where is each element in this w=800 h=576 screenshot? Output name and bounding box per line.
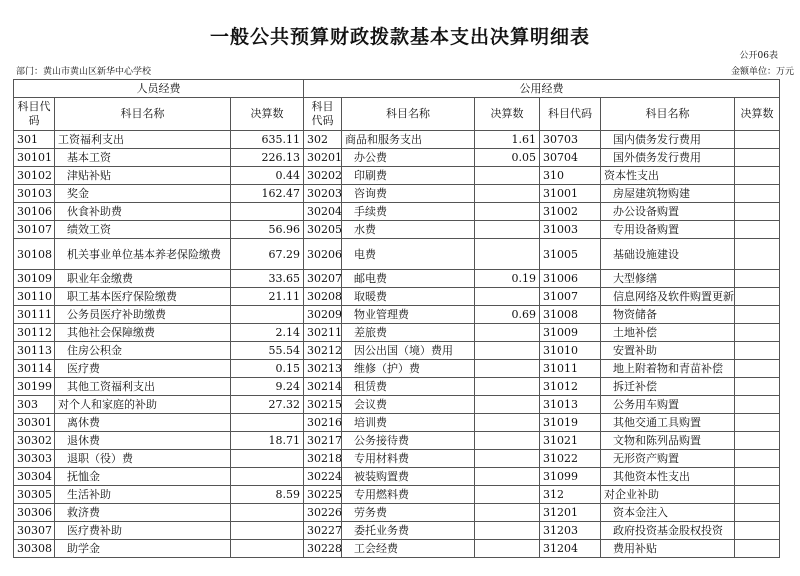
amount-cell: [231, 468, 304, 486]
amount-cell: 56.96: [231, 221, 304, 239]
code-cell: 31099: [540, 468, 601, 486]
name-cell: 政府投资基金股权投资: [601, 522, 735, 540]
amount-cell: 226.13: [231, 149, 304, 167]
name-cell: 资本金注入: [601, 504, 735, 522]
code-cell: 30208: [304, 288, 342, 306]
amount-cell: [475, 432, 540, 450]
amount-cell: [735, 288, 780, 306]
name-cell: 信息网络及软件购置更新: [601, 288, 735, 306]
code-cell: 30206: [304, 239, 342, 270]
code-cell: 30301: [14, 414, 55, 432]
table-row: [14, 504, 780, 522]
table-row: [14, 360, 780, 378]
col-header-code: 科目代码: [540, 98, 601, 131]
amount-cell: 0.15: [231, 360, 304, 378]
amount-cell: [475, 185, 540, 203]
amount-cell: [735, 131, 780, 149]
name-cell: 国外债务发行费用: [601, 149, 735, 167]
amount-cell: [475, 203, 540, 221]
amount-cell: [475, 239, 540, 270]
name-cell: 职业年金缴费: [55, 270, 231, 288]
name-cell: 取暖费: [342, 288, 475, 306]
name-cell: 国内债务发行费用: [601, 131, 735, 149]
code-cell: 30226: [304, 504, 342, 522]
table-row: [14, 324, 780, 342]
table-row: [14, 486, 780, 504]
name-cell: 因公出国（境）费用: [342, 342, 475, 360]
amount-cell: [475, 414, 540, 432]
amount-cell: 2.14: [231, 324, 304, 342]
unit-label: 金额单位：万元: [730, 67, 794, 77]
code-cell: 30112: [14, 324, 55, 342]
name-cell: 电费: [342, 239, 475, 270]
code-cell: 30102: [14, 167, 55, 185]
amount-cell: [735, 450, 780, 468]
code-cell: 31002: [540, 203, 601, 221]
amount-cell: [735, 239, 780, 270]
name-cell: 对个人和家庭的补助: [55, 396, 231, 414]
name-cell: 邮电费: [342, 270, 475, 288]
name-cell: 被装购置费: [342, 468, 475, 486]
amount-cell: 8.59: [231, 486, 304, 504]
name-cell: 工会经费: [342, 540, 475, 558]
name-cell: 劳务费: [342, 504, 475, 522]
amount-cell: [475, 396, 540, 414]
code-cell: 30227: [304, 522, 342, 540]
code-cell: 30207: [304, 270, 342, 288]
name-cell: 公务用车购置: [601, 396, 735, 414]
amount-cell: [475, 360, 540, 378]
name-cell: 商品和服务支出: [342, 131, 475, 149]
code-cell: 30203: [304, 185, 342, 203]
table-row: [14, 342, 780, 360]
amount-cell: [735, 540, 780, 558]
code-cell: 30209: [304, 306, 342, 324]
amount-cell: [475, 221, 540, 239]
code-cell: 30218: [304, 450, 342, 468]
amount-cell: [475, 468, 540, 486]
code-cell: 31011: [540, 360, 601, 378]
code-cell: 30101: [14, 149, 55, 167]
code-cell: 30103: [14, 185, 55, 203]
amount-cell: [735, 432, 780, 450]
name-cell: 基础设施建设: [601, 239, 735, 270]
code-cell: 30113: [14, 342, 55, 360]
name-cell: 公务接待费: [342, 432, 475, 450]
name-cell: 救济费: [55, 504, 231, 522]
name-cell: 住房公积金: [55, 342, 231, 360]
name-cell: 咨询费: [342, 185, 475, 203]
code-cell: 31001: [540, 185, 601, 203]
code-cell: 30109: [14, 270, 55, 288]
table-row: [14, 221, 780, 239]
form-code: 公开06表: [739, 51, 778, 61]
amount-cell: [735, 270, 780, 288]
name-cell: 水费: [342, 221, 475, 239]
name-cell: 退职（役）费: [55, 450, 231, 468]
table-row: [14, 239, 780, 270]
code-cell: 30704: [540, 149, 601, 167]
code-cell: 312: [540, 486, 601, 504]
amount-cell: [475, 540, 540, 558]
table-row: [14, 468, 780, 486]
col-header-name: 科目名称: [601, 98, 735, 131]
name-cell: 资本性支出: [601, 167, 735, 185]
amount-cell: 27.32: [231, 396, 304, 414]
page-title: 一般公共预算财政拨款基本支出决算明细表: [209, 26, 590, 48]
name-cell: 拆迁补偿: [601, 378, 735, 396]
amount-cell: [475, 378, 540, 396]
name-cell: 物业管理费: [342, 306, 475, 324]
col-header-name: 科目名称: [55, 98, 231, 131]
name-cell: 抚恤金: [55, 468, 231, 486]
amount-cell: [735, 324, 780, 342]
amount-cell: [475, 288, 540, 306]
code-cell: 30204: [304, 203, 342, 221]
amount-cell: [735, 306, 780, 324]
amount-cell: [735, 504, 780, 522]
col-header-name: 科目名称: [342, 98, 475, 131]
table-row: [14, 432, 780, 450]
code-cell: 31010: [540, 342, 601, 360]
col-header-code: 科目代码: [304, 98, 342, 131]
amount-cell: [475, 342, 540, 360]
code-cell: 301: [14, 131, 55, 149]
amount-cell: [231, 414, 304, 432]
amount-cell: [475, 522, 540, 540]
code-cell: 31003: [540, 221, 601, 239]
amount-cell: [735, 468, 780, 486]
table-row: [14, 522, 780, 540]
amount-cell: [231, 450, 304, 468]
amount-cell: [231, 203, 304, 221]
code-cell: 30199: [14, 378, 55, 396]
col-header-amount: 决算数: [475, 98, 540, 131]
amount-cell: [475, 167, 540, 185]
code-cell: 30202: [304, 167, 342, 185]
name-cell: 文物和陈列品购置: [601, 432, 735, 450]
code-cell: 30306: [14, 504, 55, 522]
table-row: [14, 288, 780, 306]
col-header-amount: 决算数: [735, 98, 780, 131]
name-cell: 费用补贴: [601, 540, 735, 558]
code-cell: 30212: [304, 342, 342, 360]
amount-cell: [735, 221, 780, 239]
amount-cell: [231, 306, 304, 324]
amount-cell: 18.71: [231, 432, 304, 450]
amount-cell: [735, 167, 780, 185]
code-cell: 30216: [304, 414, 342, 432]
name-cell: 职工基本医疗保险缴费: [55, 288, 231, 306]
code-cell: 31008: [540, 306, 601, 324]
code-cell: 30225: [304, 486, 342, 504]
code-cell: 30114: [14, 360, 55, 378]
code-cell: 30217: [304, 432, 342, 450]
code-cell: 31022: [540, 450, 601, 468]
amount-cell: 55.54: [231, 342, 304, 360]
code-cell: 302: [304, 131, 342, 149]
code-cell: 30110: [14, 288, 55, 306]
amount-cell: 635.11: [231, 131, 304, 149]
amount-cell: 21.11: [231, 288, 304, 306]
col-header-code: 科目代码: [14, 98, 55, 131]
name-cell: 专用设备购置: [601, 221, 735, 239]
amount-cell: [735, 522, 780, 540]
name-cell: 差旅费: [342, 324, 475, 342]
name-cell: 医疗费: [55, 360, 231, 378]
name-cell: 其他交通工具购置: [601, 414, 735, 432]
amount-cell: [735, 486, 780, 504]
amount-cell: 33.65: [231, 270, 304, 288]
name-cell: 大型修缮: [601, 270, 735, 288]
name-cell: 手续费: [342, 203, 475, 221]
amount-cell: [735, 149, 780, 167]
amount-cell: [735, 203, 780, 221]
amount-cell: [735, 360, 780, 378]
code-cell: 31201: [540, 504, 601, 522]
code-cell: 303: [14, 396, 55, 414]
table-row: [14, 149, 780, 167]
name-cell: 其他社会保障缴费: [55, 324, 231, 342]
code-cell: 30215: [304, 396, 342, 414]
name-cell: 医疗费补助: [55, 522, 231, 540]
name-cell: 租赁费: [342, 378, 475, 396]
table-row: [14, 396, 780, 414]
name-cell: 办公设备购置: [601, 203, 735, 221]
code-cell: 30108: [14, 239, 55, 270]
name-cell: 其他资本性支出: [601, 468, 735, 486]
code-cell: 31204: [540, 540, 601, 558]
amount-cell: 67.29: [231, 239, 304, 270]
name-cell: 机关事业单位基本养老保险缴费: [55, 239, 231, 270]
amount-cell: [735, 378, 780, 396]
name-cell: 离休费: [55, 414, 231, 432]
amount-cell: 0.69: [475, 306, 540, 324]
name-cell: 房屋建筑物购建: [601, 185, 735, 203]
name-cell: 工资福利支出: [55, 131, 231, 149]
code-cell: 30305: [14, 486, 55, 504]
code-cell: 30303: [14, 450, 55, 468]
table-row: [14, 270, 780, 288]
section-header-public: 公用经费: [304, 80, 780, 98]
code-cell: 30703: [540, 131, 601, 149]
table-row: [14, 414, 780, 432]
amount-cell: 1.61: [475, 131, 540, 149]
code-cell: 30304: [14, 468, 55, 486]
code-cell: 30205: [304, 221, 342, 239]
name-cell: 物资储备: [601, 306, 735, 324]
name-cell: 其他工资福利支出: [55, 378, 231, 396]
code-cell: 31021: [540, 432, 601, 450]
code-cell: 30302: [14, 432, 55, 450]
expenditure-table: [13, 79, 780, 558]
code-cell: 310: [540, 167, 601, 185]
name-cell: 土地补偿: [601, 324, 735, 342]
table-row: [14, 450, 780, 468]
code-cell: 30107: [14, 221, 55, 239]
section-header-personnel: 人员经费: [14, 80, 304, 98]
code-cell: 30211: [304, 324, 342, 342]
amount-cell: [231, 540, 304, 558]
name-cell: 会议费: [342, 396, 475, 414]
amount-cell: 9.24: [231, 378, 304, 396]
table-row: [14, 131, 780, 149]
code-cell: 31006: [540, 270, 601, 288]
code-cell: 30213: [304, 360, 342, 378]
amount-cell: [735, 414, 780, 432]
name-cell: 绩效工资: [55, 221, 231, 239]
table-row: [14, 167, 780, 185]
name-cell: 津贴补贴: [55, 167, 231, 185]
department-label: 部门：黄山市黄山区新华中心学校: [16, 67, 152, 77]
code-cell: 31012: [540, 378, 601, 396]
name-cell: 对企业补助: [601, 486, 735, 504]
amount-cell: [475, 324, 540, 342]
code-cell: 31203: [540, 522, 601, 540]
name-cell: 退休费: [55, 432, 231, 450]
amount-cell: 162.47: [231, 185, 304, 203]
name-cell: 助学金: [55, 540, 231, 558]
code-cell: 30308: [14, 540, 55, 558]
amount-cell: [475, 486, 540, 504]
code-cell: 31013: [540, 396, 601, 414]
table-row: [14, 185, 780, 203]
amount-cell: 0.05: [475, 149, 540, 167]
name-cell: 奖金: [55, 185, 231, 203]
amount-cell: 0.19: [475, 270, 540, 288]
code-cell: 30106: [14, 203, 55, 221]
name-cell: 生活补助: [55, 486, 231, 504]
code-cell: 31007: [540, 288, 601, 306]
code-cell: 30224: [304, 468, 342, 486]
code-cell: 30111: [14, 306, 55, 324]
name-cell: 基本工资: [55, 149, 231, 167]
code-cell: 30201: [304, 149, 342, 167]
amount-cell: 0.44: [231, 167, 304, 185]
amount-cell: [735, 342, 780, 360]
code-cell: 31019: [540, 414, 601, 432]
name-cell: 印刷费: [342, 167, 475, 185]
amount-cell: [231, 522, 304, 540]
table-row: [14, 378, 780, 396]
code-cell: 30307: [14, 522, 55, 540]
code-cell: 31005: [540, 239, 601, 270]
amount-cell: [231, 504, 304, 522]
name-cell: 地上附着物和青苗补偿: [601, 360, 735, 378]
name-cell: 公务员医疗补助缴费: [55, 306, 231, 324]
name-cell: 维修（护）费: [342, 360, 475, 378]
amount-cell: [735, 396, 780, 414]
name-cell: 培训费: [342, 414, 475, 432]
name-cell: 无形资产购置: [601, 450, 735, 468]
amount-cell: [475, 450, 540, 468]
table-row: [14, 306, 780, 324]
code-cell: 31009: [540, 324, 601, 342]
table-row: [14, 203, 780, 221]
name-cell: 专用材料费: [342, 450, 475, 468]
table-row: [14, 540, 780, 558]
code-cell: 30214: [304, 378, 342, 396]
name-cell: 办公费: [342, 149, 475, 167]
amount-cell: [475, 504, 540, 522]
name-cell: 伙食补助费: [55, 203, 231, 221]
col-header-amount: 决算数: [231, 98, 304, 131]
name-cell: 专用燃料费: [342, 486, 475, 504]
code-cell: 30228: [304, 540, 342, 558]
amount-cell: [735, 185, 780, 203]
name-cell: 委托业务费: [342, 522, 475, 540]
name-cell: 安置补助: [601, 342, 735, 360]
